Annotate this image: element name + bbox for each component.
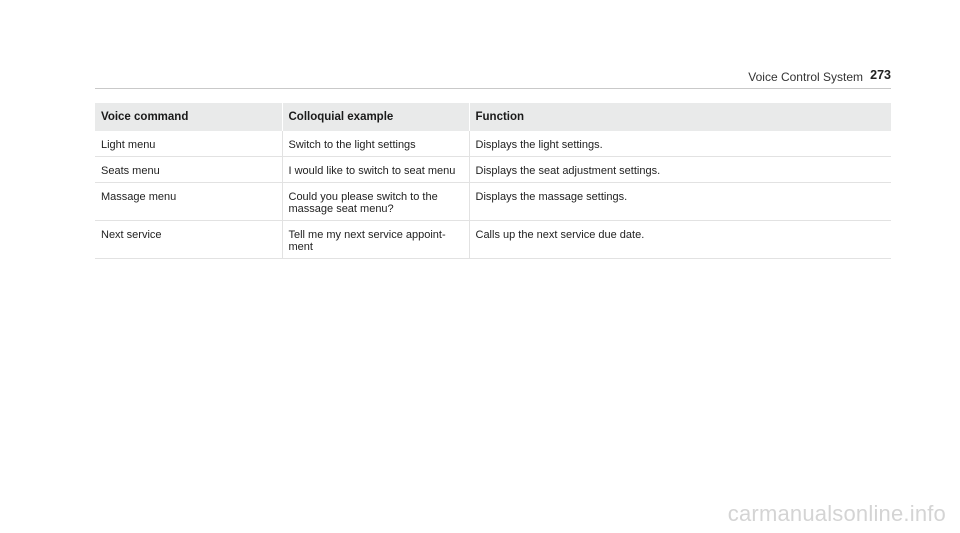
function-cell: Displays the light settings.	[469, 131, 891, 157]
column-header-colloquial-example: Colloquial example	[282, 103, 469, 131]
colloquial-example-cell: I would like to switch to seat menu	[282, 157, 469, 183]
table-row	[95, 131, 891, 157]
voice-command-cell: Light menu	[95, 131, 282, 157]
table-header-row	[95, 103, 891, 131]
function-cell: Calls up the next service due date.	[469, 221, 891, 259]
section-title: Voice Control System	[748, 70, 863, 84]
function-cell: Displays the seat adjustment settings.	[469, 157, 891, 183]
colloquial-example-cell: Could you please switch to the massage seat menu?	[282, 183, 469, 221]
page-number: 273	[870, 68, 891, 82]
column-header-function: Function	[469, 103, 891, 131]
voice-command-cell: Massage menu	[95, 183, 282, 221]
column-header-voice-command: Voice command	[95, 103, 282, 131]
function-cell: Displays the massage settings.	[469, 183, 891, 221]
voice-command-cell: Next service	[95, 221, 282, 259]
voice-command-table	[95, 103, 891, 259]
voice-command-cell: Seats menu	[95, 157, 282, 183]
colloquial-example-cell: Switch to the light settings	[282, 131, 469, 157]
page-header	[95, 66, 891, 89]
table-row	[95, 221, 891, 259]
table-row	[95, 183, 891, 221]
colloquial-example-cell: Tell me my next service appoint-ment	[282, 221, 469, 259]
watermark: carmanualsonline.info	[727, 501, 946, 526]
table-row	[95, 157, 891, 183]
